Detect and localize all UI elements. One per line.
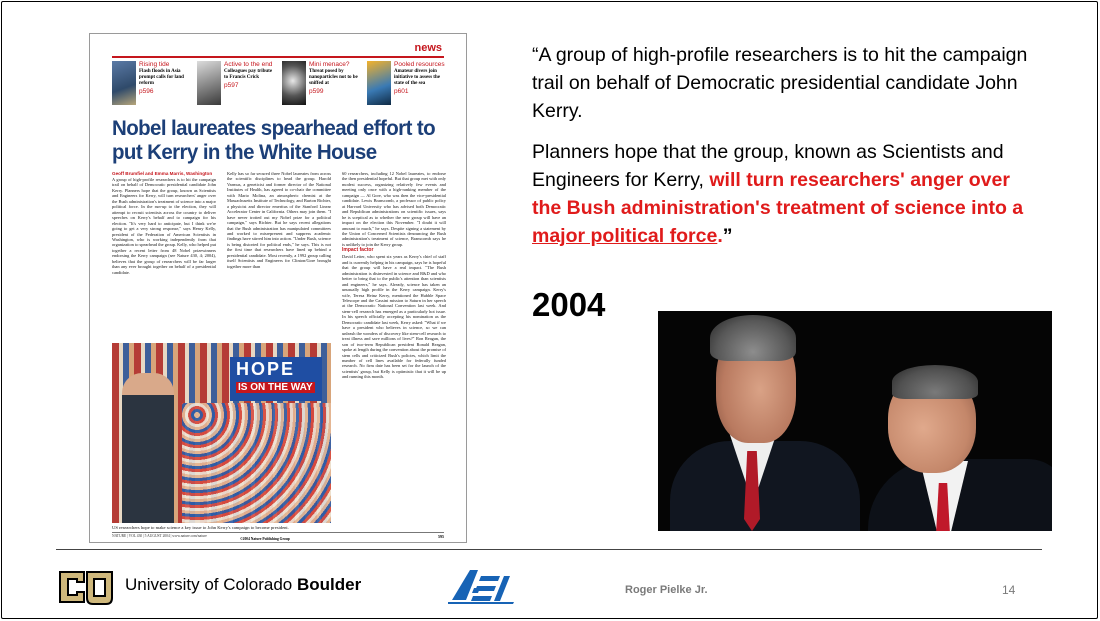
article-text: Kelly has so far secured three Nobel laureates from across the scientific disciplines to head the group. Harold Varmus, a geneticist and former director of the National Institutes of Health, has agreed to co-chair the committee with Mario Molina, an atmospheric chemist at the Massachusetts Institute of Technology, and Burton Richter, a physicist and director emeritus of the Stanford Linear Accelerator Center in California. Others may join them. "I have never trotted out my Nobel prize for a political campaign," says Richter. But he says recent allegations that the Bush administration has manipulated committees and worked to misrepresent and suppress academic findings have stirred him into action. "Under Bush, science is being distorted for political ends," he says. This is not the first time that researchers have lined up behind a presidential candidate. Most recently, a 1992 group calling itself Scientists and Engineers for Clinton/Gore brought together more than xyxy=(227,171,331,269)
article-subhead: Impact factor xyxy=(342,247,374,254)
university-wordmark xyxy=(125,575,361,595)
sign-line-1: HOPE xyxy=(236,359,296,379)
section-rule xyxy=(112,56,444,58)
photo-caption: US researchers hope to make science a key issue to John Kerry's campaign to become president. xyxy=(112,525,289,530)
debate-photo xyxy=(658,311,1052,531)
article-headline: Nobel laureates spearhead effort to put Kerry in the White House xyxy=(112,116,436,165)
quote-close: ” xyxy=(722,225,733,248)
article-text: David Leiter, who spent six years as Kerry's chief of staff and is currently helping in his campaign, says he is hopeful that the group will have a real impact. "The Bush administration is disinvested in science and R&D and who better to bring that to the public's attention than scientists and engineers," he says. Already, science has taken an unusually high profile in the Kerry campaign. Kerry's wife, Teresa Heinz Kerry, mentioned the Hubble Space Telescope and the Cassini mission to Saturn in her speech at the Democratic National Convention last week. And stem-cell research has emerged as a particularly hot issue. In his speech officially accepting his nomination as the Democratic candidate last week, Kerry asked: "What if we have a president who believes in science, so we can unleash the wonders of discovery like stem-cell research to treat illness and save millions of lives?" Ron Reagan, the son of two-term Republican president Ronald Reagan, spoke at length during the convention about the promise of stem cells and criticized Bush's policies, which limit the number of cell lines available for federally funded research. No firm date has been set for the launch of the scientists' group, but Kelly is optimistic that it will be up and running this month. xyxy=(342,254,446,380)
article-byline: Geoff Brumfiel and Emma Marris, Washington xyxy=(112,171,213,176)
article-text: A group of high-profile researchers is to hit the campaign trail on behalf of Democratic presidential candidate John Kerry. Planners hope that the group, known as Scientists and Engineers for Kerry, will turn researchers' anger over the Bush administration's treatment of science into a major political force. In the run-up to the election, they will attempt to recruit scientists across the country to deliver speeches on Kerry's behalf and to campaign for his election. "It's very hard to anticipate, but I think we're going to get a very strong response," says Henry Kelly, president of the Federation of American Scientists in Washington, who is working independently from that organization to spearhead the group. Kelly, who helped put together a recent letter from 48 Nobel prizewinners endorsing the Kerry campaign (see Nature 430, 4; 2004), believes that the group of researchers will be far larger than any ever brought together on behalf of a presidential candidate. xyxy=(112,177,216,275)
quote-highlight: will turn researchers' anger over the Bush administration's treatment of science into a xyxy=(532,168,1024,220)
presenter-name: Roger Pielke Jr. xyxy=(625,584,708,596)
university-name: University of Colorado xyxy=(125,575,293,594)
page-copyright: ©2004 Nature Publishing Group xyxy=(240,537,290,541)
teaser-thumbnail xyxy=(367,61,391,105)
year-label: 2004 xyxy=(532,286,606,323)
teaser-page: p596 xyxy=(139,88,154,95)
crowd xyxy=(182,403,331,523)
teaser-item xyxy=(367,61,446,111)
teaser-thumbnail xyxy=(112,61,136,105)
teaser-body: Flash floods in Asia prompt calls for land reform xyxy=(139,69,184,86)
teaser-item xyxy=(197,61,276,111)
section-tag: news xyxy=(414,42,442,54)
teaser-page: p599 xyxy=(309,88,324,95)
page-footer-rule xyxy=(112,532,444,533)
quote-block xyxy=(532,41,1042,250)
rally-photo xyxy=(112,343,331,523)
teaser-body: Amateur divers join initiative to assess the state of the sea xyxy=(394,69,440,86)
cu-logo-icon xyxy=(57,568,115,606)
teaser-thumbnail xyxy=(197,61,221,105)
university-campus: Boulder xyxy=(296,575,362,594)
quote-plain: Planners hope that the group, known as Scientists and Engineers for Kerry, xyxy=(532,140,1004,191)
sign-line-2: IS ON THE WAY xyxy=(238,382,313,393)
footer-rule xyxy=(56,549,1042,550)
page-footer: NATURE | VOL 430 | 5 AUGUST 2004 | www.nature.com/nature xyxy=(112,534,207,538)
left-figure-hair xyxy=(710,315,796,361)
hope-sign xyxy=(230,357,322,401)
page-number: 595 xyxy=(438,534,444,539)
teaser-item xyxy=(112,61,191,111)
teaser-page: p597 xyxy=(224,82,239,89)
aei-logo-icon xyxy=(448,566,518,606)
quote-underlined: major political force xyxy=(532,225,718,248)
teaser-strip xyxy=(112,61,446,111)
quote-period: . xyxy=(717,225,723,248)
quote-paragraph-2 xyxy=(532,138,1042,251)
article-column-1 xyxy=(112,171,216,341)
teaser-body: Threat posed by nanoparticles not to be sniffed at xyxy=(309,69,358,86)
teaser-title: Active to the end xyxy=(224,61,273,68)
teaser-title: Pooled resources xyxy=(394,61,445,68)
teaser-thumbnail xyxy=(282,61,306,105)
teaser-title: Rising tide xyxy=(139,61,170,68)
teaser-body: Colleagues pay tribute to Francis Crick xyxy=(224,69,273,80)
right-figure-hair xyxy=(892,365,978,399)
quote-paragraph-1: “A group of high-profile researchers is to hit the campaign trail on behalf of Democratic presidential candidate John Kerry. xyxy=(532,44,1028,123)
magazine-page xyxy=(89,33,467,543)
slide-number: 14 xyxy=(1002,583,1016,597)
teaser-item xyxy=(282,61,361,111)
teaser-page: p601 xyxy=(394,88,409,95)
article-text: 60 researchers, including 12 Nobel laureates, to endorse the then presidential hopeful. But that group met with only modest success, organizing relatively few events and meeting only once with a high-ranking member of the campaign — Al Gore, who was then the vice-presidential candidate. Lewis Branscomb, a professor of public policy at Harvard University who has advised both Democratic and Republican administrations on scientific issues, says he is sceptical as to whether the new group will have an impact on the election this November. "I doubt it will amount to much," he says. Despite signing a statement by the Union of Concerned Scientists denouncing the Bush administration's treatment of science, Branscomb says he is unlikely to join the Kerry group. xyxy=(342,171,446,247)
speaker-figure xyxy=(122,373,174,523)
article-column-3 xyxy=(342,171,446,529)
teaser-title: Mini menace? xyxy=(309,61,350,68)
article-column-2 xyxy=(227,171,331,341)
